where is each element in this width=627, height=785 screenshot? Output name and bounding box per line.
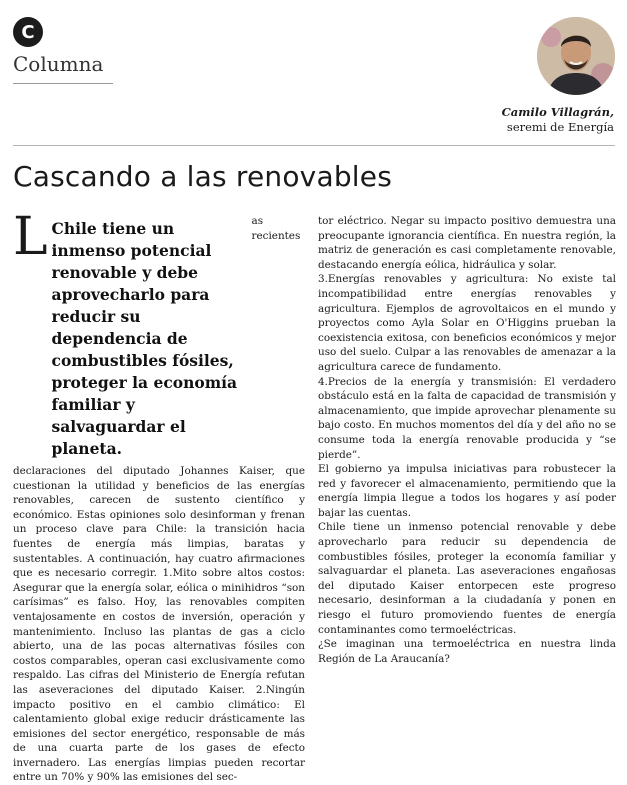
paragraph: El gobierno ya impulsa iniciativas para robustecer la red y favorecer el almacenamiento, permitiendo que la energía limpia llegue a todos los hogares y así poder bajar las cuentas. [318,463,616,519]
author-byline [502,105,614,135]
section-rule [13,83,113,84]
author-name: Camilo Villagrán, [501,105,614,119]
author-photo-icon [537,17,615,95]
article-text-col1: as recientes declaraciones del diputado Johannes Kaiser, que cuestionan la utilidad y beneficios de las energías renovables, carecen de sustento científico y económico. Estas opiniones solo desinforman y frenan un proceso clave para Chile: la transición hacia fuentes de energía más limpias, baratas y sustentables. A continuación, hay cuatro afirmaciones que es necesario corregir. 1.Mito sobre altos costos: Asegurar que la energía solar, eólica o minihidros “son carísimas” es falso. Hoy, las renovables compiten ventajosamente en costos de inversión, operación y mantenimiento. Incluso las plantas de gas a ciclo abierto, una de las pocas alternativas fósiles con costos comparables, operan casi exclusivamente como respaldo. Las cifras del Ministerio de Energía refutan las aseveraciones del diputado Kaiser. 2.Ningún impacto positivo en el cambio climático: El calentamiento global exige reducir drásticamente las emisiones del sector energético, responsable de más de una cuarta parte de los gases de efecto invernadero. Las energías limpias pueden recortar entre un 70% y 90% las emisiones del sec- [13,215,305,784]
column-badge: C [13,17,43,47]
paragraph: Chile tiene un inmenso potencial renovable y debe aprovecharlo para reducir su dependencia de combustibles fósiles, proteger la economía familiar y salvaguardar el planeta. Las aseveraciones engañosas del diputado Kaiser entorpecen este progreso necesario, desinforman a la ciudadanía y ponen en riesgo el futuro promoviendo fuentes de energía contaminantes como termoeléctricas. [318,521,616,636]
paragraph: ¿Se imaginan una termoeléctrica en nuestra linda Región de La Araucanía? [318,638,616,665]
article-title: Cascando a las renovables [13,160,392,193]
article-column-1 [13,207,305,785]
author-avatar [537,17,615,95]
paragraph: tor eléctrico. Negar su impacto positivo demuestra una preocupante ignorancia científica. En nuestra región, la matriz de generación es casi completamente renovable, destacando energía eólica, hidráulica y solar. [318,215,616,271]
author-role: seremi de Energía [506,120,614,134]
header-divider [13,145,615,146]
paragraph: 3.Energías renovables y agricultura: No existe tal incompatibilidad entre energías renovables y agricultura. Ejemplos de agrovoltaicos en el mundo y proyectos como Ayla Solar en O'Higgins prueban la coexistencia exitosa, con beneficios económicos y mejor uso del suelo. Culpar a las renovables de amenazar a la agricultura carece de fundamento. [318,273,616,373]
pull-quote: Chile tiene un inmenso potencial renovable y debe aprovecharlo para reducir su dependencia de combustibles fósiles, proteger la economía familiar y salvaguardar el planeta. [51,219,238,458]
article-column-2 [318,214,616,666]
section-label: Columna [13,52,104,76]
paragraph: 4.Precios de la energía y transmisión: El verdadero obstáculo está en la falta de capacidad de transmisión y almacenamiento, que impide aprovechar plenamente su bajo costo. En muchos momentos del día y del año no se consume toda la energía renovable producida y “se pierde”. [318,375,616,461]
drop-cap: L [13,207,48,267]
